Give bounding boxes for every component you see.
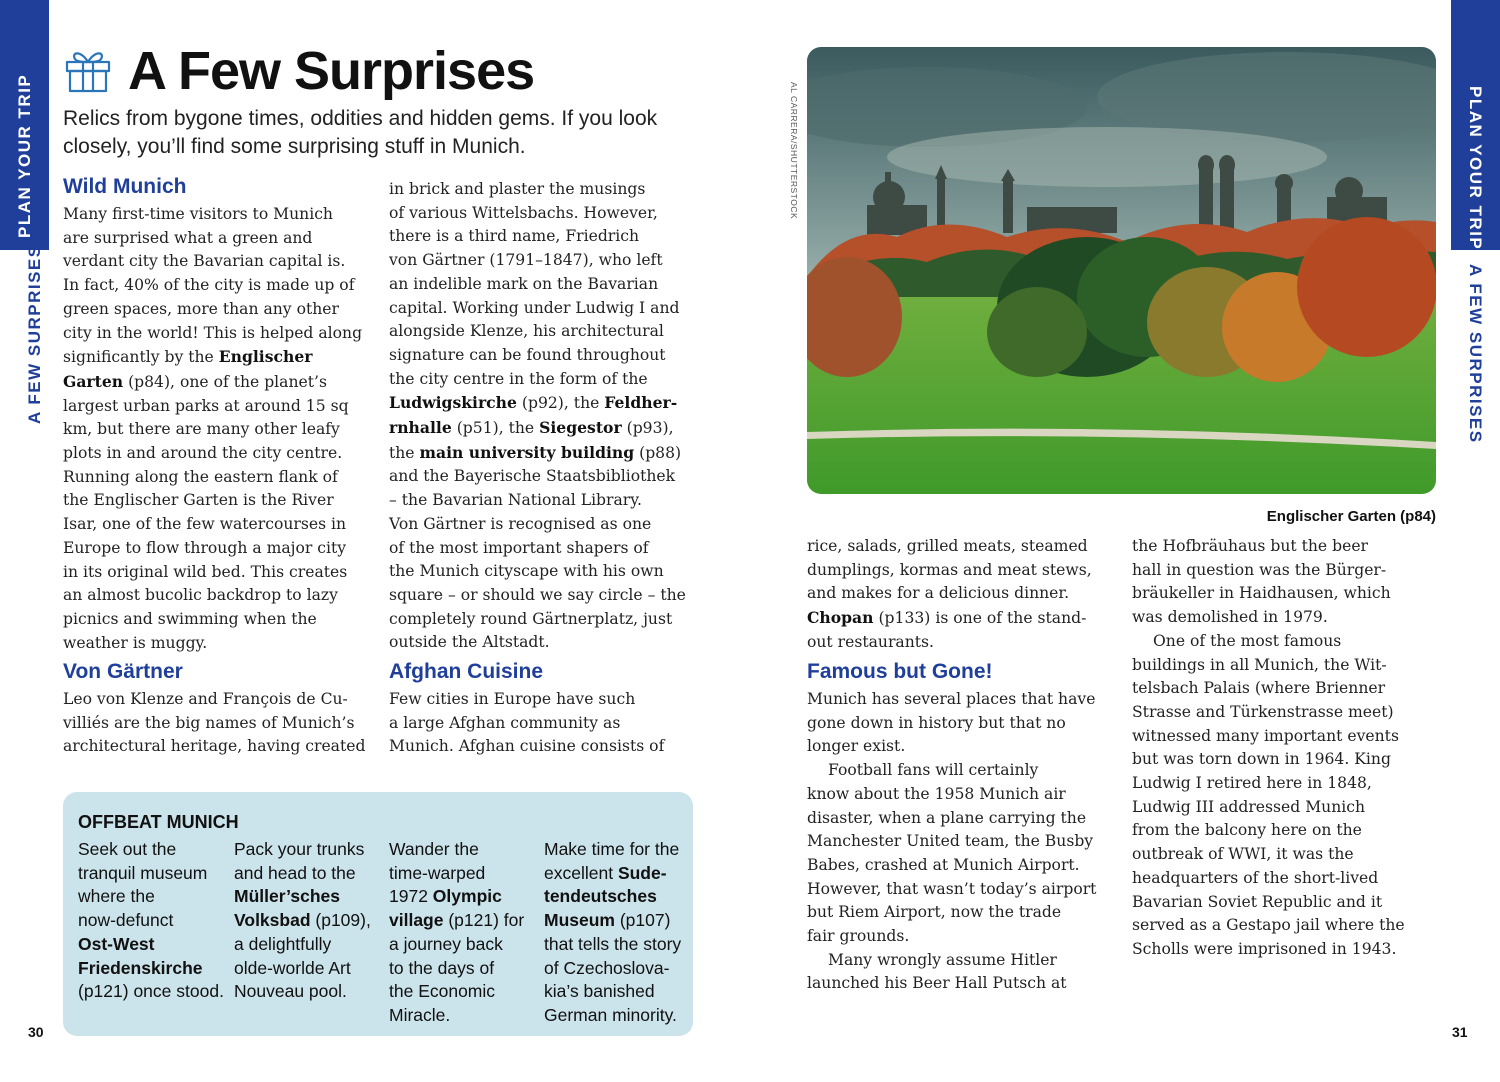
text-line: Seek out the — [78, 839, 177, 859]
text-line: the Economic — [389, 981, 496, 1002]
text-line: Scholls were imprisoned in 1943. — [1132, 939, 1397, 958]
text-line: Munich. Afghan cuisine consists of — [389, 737, 665, 756]
text-line: of Czechoslova- — [544, 957, 670, 978]
text-line: launched his Beer Hall Putsch at — [807, 974, 1067, 993]
text-line: Many wrongly assume Hitler — [828, 950, 1057, 969]
text-line: and makes for a delicious dinner. — [807, 584, 1070, 603]
text-line: verdant city the Bavarian capital is. — [63, 252, 346, 271]
text-line: kia’s banished — [544, 981, 655, 1002]
text-line: Europe to flow through a major city — [63, 538, 347, 557]
text-line: was demolished in 1979. — [1132, 608, 1328, 627]
text-line: a journey back — [389, 933, 503, 954]
text-line: Strasse and Türkenstrasse meet) — [1132, 702, 1394, 721]
text-line: in its original wild bed. This creates — [63, 562, 348, 581]
text-line: Munich has several places that have — [807, 690, 1096, 708]
text-line: there is a third name, Friedrich — [389, 227, 640, 246]
text-line: villiés are the big names of Munich’s — [63, 713, 355, 732]
page-title: A Few Surprises — [128, 41, 535, 101]
text-line: in brick and plaster the musings — [389, 180, 646, 198]
text-line: disaster, when a plane carrying the — [807, 808, 1087, 827]
text-line: von Gärtner (1791–1847), who left — [389, 251, 663, 270]
col4-text — [1132, 535, 1447, 962]
text-line: rice, salads, grilled meats, steamed — [807, 537, 1088, 555]
text-line: In fact, 40% of the city is made up of — [63, 276, 355, 295]
text-line: Many first-time visitors to Munich — [63, 205, 333, 223]
intro-text — [63, 105, 703, 161]
text-line: weather is muggy. — [63, 633, 208, 652]
text-line: Few cities in Europe have such — [389, 690, 636, 708]
text-line: and the Bayerische Staatsbibliothek — [389, 467, 676, 486]
text-line: hall in question was the Bürger- — [1132, 560, 1387, 579]
text-line: Ludwig I retired here in 1848, — [1132, 774, 1372, 793]
gift-icon — [63, 44, 113, 94]
box-title: OFFBEAT MUNICH — [78, 812, 239, 832]
text-line: telsbach Palais (where Brienner — [1132, 679, 1386, 698]
text-line: bräukeller in Haidhausen, which — [1132, 584, 1391, 603]
text-line: green spaces, more than any other — [63, 299, 339, 318]
text-line: Bavarian Soviet Republic and it — [1132, 892, 1383, 911]
box-column-2: Pack your trunks and head to the Müller’sches Volksbad (p109), a delightfully olde-worlde Art Nouveau pool. — [234, 838, 384, 1004]
text-line: where the — [78, 886, 155, 907]
text-line: However, that wasn’t today’s airport — [807, 879, 1097, 898]
text-line: a large Afghan community as — [389, 713, 621, 732]
heading-afghan-cuisine: Afghan Cuisine — [389, 660, 544, 683]
text-line: Manchester United team, the Busby — [807, 832, 1094, 851]
text-line: Ludwig III addressed Munich — [1132, 797, 1366, 816]
intro-line: closely, you’ll find some surprising stuff in Munich. — [63, 135, 526, 158]
text-line: completely round Gärtnerplatz, just — [389, 609, 673, 628]
text-line: the Hofbräuhaus but the beer — [1132, 537, 1369, 555]
text-line: Nouveau pool. — [234, 981, 347, 1002]
text-line: a delightfully — [234, 933, 332, 954]
text-line: German minority. — [544, 1004, 677, 1025]
text-line: km, but there are many other leafy — [63, 420, 340, 439]
text-line: witnessed many important events — [1132, 726, 1399, 745]
text-line: the Englischer Garten is the River — [63, 491, 334, 510]
text-line: know about the 1958 Munich air — [807, 784, 1066, 803]
col3-para2 — [807, 688, 1122, 996]
text-line: One of the most famous — [1153, 631, 1342, 650]
text-line: outbreak of WWI, it was the — [1132, 845, 1354, 864]
text-line: Miracle. — [389, 1004, 451, 1025]
text-line: square – or should we say circle – the — [389, 585, 686, 604]
text-line: signature can be found throughout — [389, 345, 666, 364]
text-line: fair grounds. — [807, 927, 910, 946]
text-line: plots in and around the city centre. — [63, 444, 343, 463]
col2-para2 — [389, 688, 699, 759]
text-line: longer exist. — [807, 737, 906, 756]
text-line: picnics and swimming when the — [63, 609, 317, 628]
text-line: of various Wittelsbachs. However, — [389, 203, 658, 222]
box-column-3: Wander the time-warped 1972 Olympic village (p121) for a journey back to the days of the Economic Miracle. — [389, 838, 539, 1028]
offbeat-munich-box — [63, 792, 693, 1036]
text-line: Ost-West — [78, 933, 155, 954]
intro-line: Relics from bygone times, oddities and hidden gems. If you look — [63, 107, 658, 130]
box-column-1: Seek out the tranquil museum where the now-defunct Ost-West Friedenskirche (p121) once stood. — [78, 838, 228, 1004]
text-line: an almost bucolic backdrop to lazy — [63, 586, 338, 605]
text-line: capital. Working under Ludwig I and — [389, 298, 680, 317]
text-line: of the most important shapers of — [389, 538, 649, 557]
text-line: but Riem Airport, now the trade — [807, 903, 1062, 922]
right-tab-secondary: A FEW SURPRISES — [1466, 264, 1485, 444]
text-line: that tells the story — [544, 933, 682, 954]
text-line: Pack your trunks — [234, 839, 365, 859]
text-line: olde-worlde Art — [234, 957, 351, 978]
text-line: – the Bavarian National Library. — [389, 491, 642, 510]
text-line: Running along the eastern flank of — [63, 467, 338, 486]
text-line: dumplings, kormas and meat stews, — [807, 560, 1092, 579]
text-line: and head to the — [234, 862, 356, 883]
right-tab-primary: PLAN YOUR TRIP — [1466, 86, 1485, 251]
left-tab-secondary: A FEW SURPRISES — [25, 244, 44, 424]
text-line: gone down in history but that no — [807, 713, 1066, 732]
text-line: city in the world! This is helped along — [63, 323, 363, 342]
text-line: are surprised what a green and — [63, 228, 313, 247]
text-line: Leo von Klenze and François de Cu- — [63, 690, 348, 708]
heading-von-gartner: Von Gärtner — [63, 660, 183, 683]
text-line: largest urban parks at around 15 sq — [63, 396, 349, 415]
text-line: headquarters of the short-lived — [1132, 868, 1379, 887]
col2-para1: in brick and plaster the musings of various Wittelsbachs. However, there is a third name, Friedrich von Gärtner (1791–1847), who left an indelible mark on the Bavarian capital. Working under Ludwig I and alongside Klenze, his architectural signature can be found throughout the city centre in the form of the Ludwigskirche (p92), the Feldher- rnhalle (p51), the Siegestor (p93), the main university building (p88) and the Bayerische Staatsbibliothek – the Bavarian National Library. Von Gärtner is recognised as one of the most important shapers of the Munich cityscape with his own square – or should we say circle – the completely round Gärtnerplatz, just outside the Altstadt. — [389, 178, 699, 655]
text-line: the Munich cityscape with his own — [389, 562, 664, 581]
text-line: Babes, crashed at Munich Airport. — [807, 855, 1080, 874]
text-line: the city centre in the form of the — [389, 369, 648, 388]
page-number-right: 31 — [1452, 1024, 1468, 1040]
col1-para2 — [63, 688, 373, 759]
text-line: outside the Altstadt. — [389, 633, 550, 652]
text-line: Friedenskirche — [78, 957, 203, 978]
text-line: architectural heritage, having created — [63, 737, 366, 756]
text-line: Wander the — [389, 839, 479, 859]
text-line: alongside Klenze, his architectural — [389, 322, 664, 341]
right-tab-block — [1451, 0, 1500, 250]
page-number-left: 30 — [28, 1024, 44, 1040]
left-tab-primary: PLAN YOUR TRIP — [15, 73, 34, 238]
photo-credit: AL CARRERA/SHUTTERSTOCK — [789, 82, 799, 220]
heading-wild-munich: Wild Munich — [63, 175, 187, 198]
heading-famous-but-gone: Famous but Gone! — [807, 660, 993, 683]
text-line: time-warped — [389, 862, 486, 883]
text-line: to the days of — [389, 957, 495, 978]
left-tab-block — [0, 0, 49, 250]
col3-para1: rice, salads, grilled meats, steamed dumplings, kormas and meat stews, and makes for a delicious dinner. Chopan (p133) is one of the stand- out restaurants. — [807, 535, 1122, 655]
text-line: Isar, one of the few watercourses in — [63, 515, 347, 534]
englischer-garten-photo — [807, 47, 1436, 494]
text-line: tranquil museum — [78, 862, 208, 883]
text-line: served as a Gestapo jail where the — [1132, 916, 1405, 935]
text-line: buildings in all Munich, the Wit- — [1132, 655, 1387, 674]
text-line: Von Gärtner is recognised as one — [389, 514, 652, 533]
text-line: now-defunct — [78, 910, 174, 931]
box-column-4: Make time for the excellent Sude- tendeutsches Museum (p107) that tells the story of Czechoslova- kia’s banished German minority. — [544, 838, 692, 1028]
photo-caption: Englischer Garten (p84) — [1266, 508, 1436, 525]
text-line: an indelible mark on the Bavarian — [389, 274, 659, 293]
text-line: but was torn down in 1964. King — [1132, 750, 1391, 769]
text-line: Football fans will certainly — [828, 761, 1039, 780]
text-line: from the balcony here on the — [1132, 821, 1362, 840]
col1-para1: Many first-time visitors to Munich are surprised what a green and verdant city the Bavarian capital is. In fact, 40% of the city is made up of green spaces, more than any other city in the world! This is helped along significantly by the Englischer Garten (p84), one of the planet’s largest urban parks at around 15 sq km, but there are many other leafy plots in and around the city centre. Running along the eastern flank of the Englischer Garten is the River Isar, one of the few watercourses in Europe to flow through a major city in its original wild bed. This creates an almost bucolic backdrop to lazy picnics and swimming when the weather is muggy. — [63, 203, 373, 655]
